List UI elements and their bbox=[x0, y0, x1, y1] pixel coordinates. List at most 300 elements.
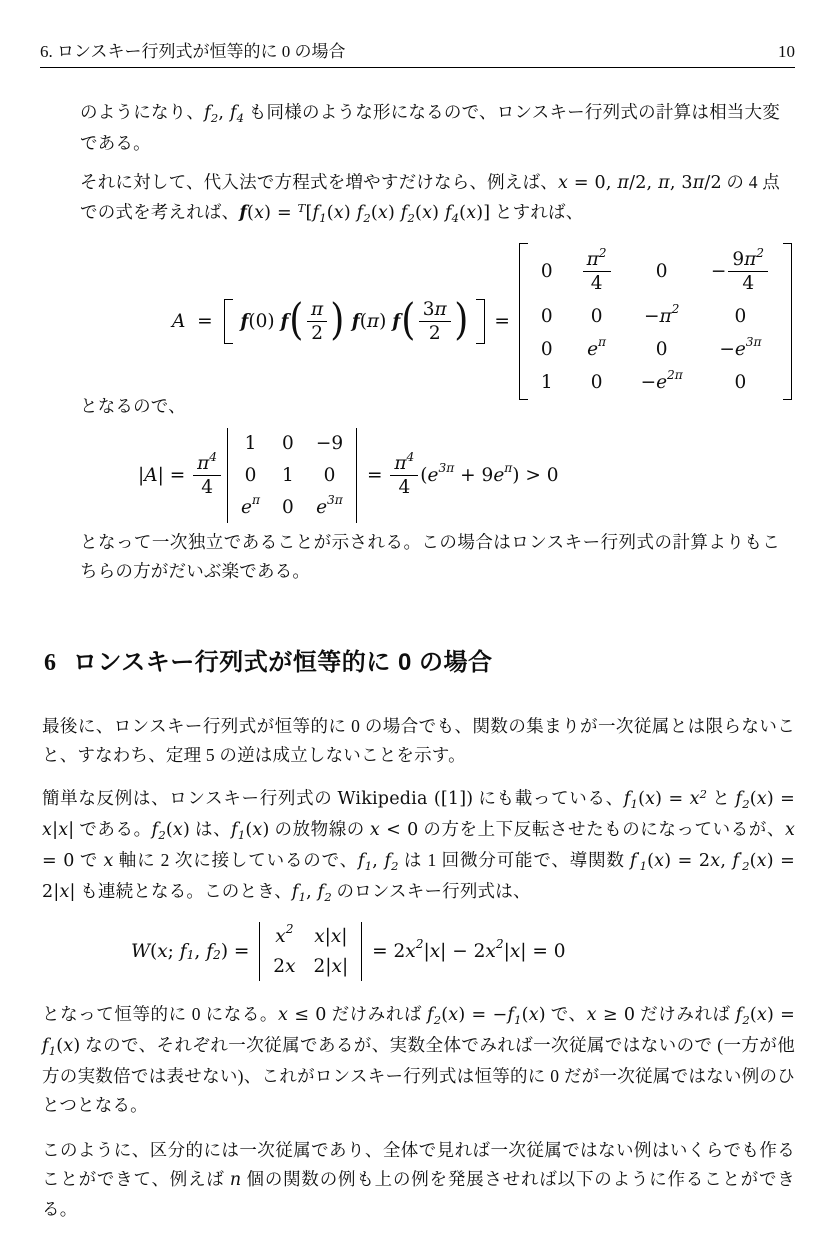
math-token: 0 bbox=[540, 261, 553, 283]
math-token: π bbox=[434, 298, 447, 320]
jp-text: は、 bbox=[190, 819, 232, 839]
math-token: , bbox=[372, 851, 385, 871]
page-number: 10 bbox=[778, 42, 795, 61]
math-token: | bbox=[138, 465, 145, 487]
math-token: x bbox=[377, 203, 388, 223]
matrix-cell bbox=[581, 245, 613, 295]
math-token: − bbox=[710, 261, 727, 283]
matrix-cell bbox=[245, 464, 257, 487]
jp-text: 簡単な反例は、ロンスキー行列式の bbox=[42, 788, 338, 808]
math-token: x bbox=[275, 926, 286, 947]
math-token: 2 bbox=[407, 210, 416, 225]
equation-lhs bbox=[138, 449, 223, 499]
matrix-cell bbox=[735, 371, 747, 394]
jp-text: それに対して、代入法で方程式を増やすだけなら、例えば、 bbox=[80, 172, 559, 192]
equation-lhs bbox=[172, 310, 224, 333]
math-token: 1 bbox=[639, 858, 648, 873]
math-token: − bbox=[719, 338, 735, 360]
math-token: f bbox=[240, 310, 249, 332]
math-token: 2| bbox=[313, 956, 332, 978]
matrix-cell bbox=[735, 305, 747, 328]
math-token: ) bbox=[379, 310, 393, 332]
math-token: 1 bbox=[237, 827, 246, 842]
math-token: ≤ 0 bbox=[288, 1005, 327, 1025]
matrix-cell bbox=[656, 260, 668, 283]
math-token: n bbox=[229, 1170, 242, 1190]
math-token: π bbox=[311, 298, 324, 320]
math-token: π bbox=[197, 452, 210, 474]
math-token: ( bbox=[165, 820, 173, 840]
math-token: 3π bbox=[745, 334, 762, 349]
math-token: 2 bbox=[363, 210, 371, 225]
math-token: 4 bbox=[406, 449, 415, 464]
math-token: 3π bbox=[327, 493, 343, 508]
equation-det-A bbox=[138, 428, 559, 523]
matrix-cell bbox=[275, 922, 294, 948]
math-token: x bbox=[58, 820, 69, 840]
math-token: ( bbox=[56, 1036, 64, 1056]
math-token: x bbox=[331, 956, 342, 978]
math-token: f bbox=[444, 203, 452, 223]
jp-text: となって一次独立であることが示される。この場合はロンスキー行列式の計算よりもこちらの方がだいぶ楽である。 bbox=[80, 532, 780, 581]
jp-text: にも載っている、 bbox=[473, 788, 624, 808]
row-vector bbox=[224, 296, 485, 346]
page-header bbox=[40, 42, 795, 68]
math-token: | bbox=[69, 882, 76, 902]
math-token: 0 bbox=[655, 261, 668, 283]
math-token: π bbox=[598, 334, 607, 349]
math-token: x bbox=[333, 203, 344, 223]
math-token: 4 bbox=[590, 273, 603, 295]
math-token: x bbox=[485, 941, 496, 963]
math-token: | bbox=[324, 926, 331, 947]
math-token: f bbox=[179, 941, 187, 963]
math-token: π bbox=[366, 310, 380, 332]
math-token: −9 bbox=[315, 433, 344, 454]
math-token: π bbox=[658, 173, 670, 193]
math-token: f bbox=[312, 203, 320, 223]
math-token: , bbox=[306, 882, 318, 902]
math-token: x bbox=[448, 1005, 459, 1025]
math-token: f bbox=[400, 203, 408, 223]
math-token: x bbox=[254, 203, 265, 223]
math-token: x bbox=[558, 173, 569, 193]
math-token: ( bbox=[749, 1005, 757, 1025]
equation-lhs bbox=[131, 940, 255, 963]
jp-text: となって恒等的に 0 になる。 bbox=[42, 1004, 279, 1024]
math-token: e bbox=[656, 371, 668, 393]
fraction bbox=[390, 449, 418, 499]
math-token: ′ bbox=[739, 848, 743, 863]
math-token: ) bbox=[538, 1005, 546, 1025]
math-token: ( bbox=[150, 941, 158, 963]
matrix-cell bbox=[314, 925, 347, 948]
math-token: ( bbox=[247, 203, 255, 223]
equation-rhs bbox=[366, 937, 566, 963]
math-token: < 0 bbox=[379, 820, 419, 840]
math-token: f bbox=[42, 1036, 49, 1056]
math-token: 0 bbox=[734, 305, 747, 327]
math-token: ( bbox=[441, 1005, 449, 1025]
equation-matrix-A bbox=[172, 243, 792, 400]
math-token: x bbox=[172, 820, 183, 840]
jp-text: で bbox=[74, 850, 104, 870]
math-token: e bbox=[316, 497, 328, 519]
math-token: | bbox=[341, 926, 348, 947]
math-token: 0 bbox=[540, 338, 553, 360]
math-token: 0 bbox=[734, 371, 747, 393]
math-token: 4 bbox=[742, 273, 755, 295]
math-token: 0 bbox=[282, 497, 294, 519]
math-token: 1 bbox=[298, 889, 307, 904]
math-token: 1 bbox=[186, 947, 195, 962]
math-token: [ bbox=[305, 203, 313, 223]
right-bracket bbox=[783, 243, 792, 400]
paragraph bbox=[42, 1000, 795, 1120]
running-header-title: 6. ロンスキー行列式が恒等的に 0 の場合 bbox=[40, 42, 346, 61]
paragraph bbox=[42, 712, 795, 770]
math-token: f bbox=[427, 1005, 434, 1025]
math-token: x bbox=[42, 820, 53, 840]
math-token: ( bbox=[359, 310, 367, 332]
math-token: π bbox=[252, 493, 261, 508]
jp-text: の放物線の bbox=[269, 819, 370, 839]
matrix-cell bbox=[710, 245, 770, 295]
math-token: π bbox=[504, 461, 513, 476]
math-token: , 3 bbox=[669, 173, 693, 193]
math-token: T bbox=[297, 200, 306, 215]
jp-text: だけみれば bbox=[635, 1004, 736, 1024]
matrix-cell bbox=[314, 955, 349, 978]
math-token: 9 bbox=[732, 249, 745, 270]
jp-text: の方を上下反転させたものになっているが、 bbox=[418, 819, 785, 839]
math-token: e bbox=[427, 465, 439, 487]
math-token: = bbox=[494, 310, 510, 332]
math-token: = 0, bbox=[568, 173, 618, 193]
math-token: f bbox=[351, 310, 360, 332]
math-token: x bbox=[285, 956, 296, 978]
math-token: 1 bbox=[540, 371, 553, 393]
math-token: ( bbox=[521, 1005, 529, 1025]
determinant-entries bbox=[271, 922, 350, 981]
math-token: 2 bbox=[391, 858, 399, 873]
math-token: Wikipedia ([1]) bbox=[337, 789, 474, 809]
math-token: 4 bbox=[398, 477, 411, 499]
math-token: ( bbox=[459, 203, 467, 223]
math-token: x bbox=[756, 789, 767, 809]
math-token: f bbox=[291, 882, 299, 902]
fraction bbox=[728, 245, 768, 295]
math-token: π bbox=[659, 305, 672, 327]
math-token: 0 bbox=[655, 338, 668, 360]
paragraph bbox=[80, 98, 780, 158]
math-token: | bbox=[503, 941, 510, 963]
math-token: f bbox=[384, 851, 392, 871]
math-token: = bbox=[361, 465, 389, 487]
paragraph bbox=[42, 1136, 795, 1224]
math-token: 2 bbox=[324, 889, 332, 904]
matrix-cell bbox=[324, 464, 336, 487]
math-token: x bbox=[710, 851, 721, 871]
math-token: 1 bbox=[244, 433, 257, 454]
math-token: /2, bbox=[629, 173, 659, 193]
math-token: x bbox=[784, 820, 796, 840]
math-token: f bbox=[317, 882, 325, 902]
math-token: | bbox=[52, 820, 59, 840]
math-token: x bbox=[466, 203, 477, 223]
jp-text: は 1 回微分可能で、導関数 bbox=[398, 850, 631, 870]
matrix-cell bbox=[643, 301, 680, 328]
math-token: 2 bbox=[213, 947, 221, 962]
math-token: x bbox=[654, 851, 665, 871]
math-token: f bbox=[732, 851, 740, 871]
matrix-cell bbox=[541, 338, 553, 361]
math-token: f bbox=[356, 203, 364, 223]
section-number: 6 bbox=[44, 650, 56, 676]
matrix-cell bbox=[719, 334, 762, 361]
math-token: 2 bbox=[273, 956, 286, 978]
math-token: x bbox=[756, 1005, 767, 1025]
matrix-cell bbox=[591, 305, 603, 328]
jp-text: となるので、 bbox=[80, 396, 186, 416]
math-token: 2 bbox=[311, 322, 324, 344]
jp-text: と bbox=[707, 788, 736, 808]
jp-text: のようになり、 bbox=[80, 102, 205, 122]
fraction bbox=[583, 245, 611, 295]
math-token: 4 bbox=[209, 449, 218, 464]
math-token: x bbox=[405, 941, 416, 963]
math-token: 2 bbox=[495, 937, 504, 952]
math-token: x bbox=[63, 1036, 74, 1056]
paragraph bbox=[42, 784, 795, 908]
math-token: ) = 2| bbox=[42, 851, 796, 902]
math-token: x bbox=[429, 941, 441, 963]
math-token: x bbox=[103, 851, 114, 871]
math-token: | bbox=[68, 820, 75, 840]
equation-rhs bbox=[361, 449, 559, 499]
math-token: ( bbox=[289, 296, 304, 346]
math-token: π bbox=[394, 452, 407, 474]
matrix-cell bbox=[282, 432, 294, 455]
math-token: ) bbox=[73, 1036, 81, 1056]
matrix-cell bbox=[241, 493, 261, 519]
jp-text: だけみれば bbox=[326, 1004, 428, 1024]
jp-text: である。 bbox=[74, 819, 152, 839]
right-bracket bbox=[476, 299, 485, 345]
math-token: 0 bbox=[590, 371, 603, 393]
matrix-cell bbox=[245, 432, 257, 455]
math-token: ) = bbox=[655, 789, 690, 809]
matrix-cell bbox=[640, 368, 683, 394]
math-token: f bbox=[623, 789, 631, 809]
math-token: − bbox=[640, 371, 657, 393]
math-token: ) bbox=[330, 296, 345, 346]
math-token: A bbox=[144, 465, 158, 487]
matrix-cell bbox=[316, 493, 343, 519]
determinant-bar bbox=[361, 922, 362, 981]
fraction bbox=[193, 449, 221, 499]
math-token: 2 bbox=[158, 827, 166, 842]
math-token: f bbox=[280, 310, 289, 332]
jp-text: このように、区分的には一次従属であり、全体で見れば一次従属ではない例はいくらでも作ることができて、例えば bbox=[42, 1140, 795, 1189]
math-token: (0) bbox=[248, 310, 281, 332]
math-token: 1 bbox=[319, 210, 327, 225]
math-token: 1 bbox=[514, 1012, 522, 1027]
math-token: ( bbox=[647, 851, 655, 871]
math-token: 1 bbox=[630, 796, 639, 811]
math-token: 2 bbox=[756, 245, 765, 260]
math-token: 2 bbox=[699, 786, 708, 801]
left-bracket bbox=[519, 243, 528, 400]
matrix-cell bbox=[282, 496, 294, 519]
math-token: π bbox=[692, 173, 705, 193]
math-token: x bbox=[586, 1005, 597, 1025]
matrix-cell bbox=[591, 371, 603, 394]
math-token: = 0 bbox=[42, 851, 75, 871]
math-token: , bbox=[194, 941, 207, 963]
math-token: ) = bbox=[766, 1005, 796, 1025]
matrix-cell bbox=[541, 371, 553, 394]
math-token: 4 bbox=[236, 110, 245, 125]
math-token: π bbox=[744, 249, 757, 270]
math-token: 2 bbox=[671, 301, 680, 316]
math-token: 2 bbox=[742, 858, 750, 873]
math-token: f bbox=[231, 820, 238, 840]
math-token: | bbox=[341, 956, 349, 978]
determinant bbox=[227, 428, 357, 523]
math-token: x bbox=[689, 789, 700, 809]
math-token: ) = − bbox=[458, 1005, 508, 1025]
math-token: + 9 bbox=[454, 465, 494, 487]
math-token: ) > 0 bbox=[512, 465, 559, 487]
math-token: ) bbox=[183, 820, 191, 840]
determinant-entries bbox=[239, 428, 345, 523]
math-token: f bbox=[206, 941, 214, 963]
jp-text: 軸に 2 次に接しているので、 bbox=[113, 850, 359, 870]
math-token: ; bbox=[167, 941, 180, 963]
matrix-cell bbox=[273, 955, 295, 978]
math-token: f bbox=[392, 310, 401, 332]
math-token: ) = bbox=[220, 941, 256, 963]
math-token: 2 bbox=[742, 796, 750, 811]
section-heading bbox=[44, 649, 492, 678]
math-token: , bbox=[218, 103, 230, 123]
math-token: ≥ 0 bbox=[596, 1005, 636, 1025]
math-token: ( bbox=[749, 789, 757, 809]
matrix-cell bbox=[541, 260, 553, 283]
math-token: , bbox=[720, 851, 733, 871]
jp-text: 最後に、ロンスキー行列式が恒等的に 0 の場合でも、関数の集まりが一次従属とは限らないこと、すなわち、定理 5 の逆は成立しないことを示す。 bbox=[42, 716, 795, 765]
matrix-A bbox=[519, 243, 792, 400]
math-token: /2 bbox=[704, 173, 722, 193]
jp-text: も同様のような形になるので、ロンスキー行列式の計算は相当大変である。 bbox=[80, 102, 780, 153]
math-token: ( bbox=[245, 820, 253, 840]
math-token: 0 bbox=[282, 433, 294, 454]
math-token: )] bbox=[476, 203, 491, 223]
math-token: = 2 bbox=[366, 941, 406, 963]
matrix-cell bbox=[316, 432, 343, 455]
math-token: 2 bbox=[742, 1012, 750, 1027]
paragraph bbox=[80, 168, 780, 229]
math-token: ) bbox=[453, 296, 469, 346]
math-token: x bbox=[59, 882, 70, 902]
math-token: 3π bbox=[438, 461, 455, 476]
math-token: x bbox=[314, 926, 325, 947]
math-token: 4 bbox=[451, 210, 460, 225]
math-token: x bbox=[369, 820, 380, 840]
math-token: = bbox=[185, 310, 225, 332]
determinant-bar bbox=[227, 428, 228, 523]
math-token: 2 bbox=[433, 1012, 442, 1027]
jp-text: とすれば、 bbox=[490, 202, 584, 222]
math-token: ) bbox=[343, 203, 357, 223]
math-token: x bbox=[645, 789, 656, 809]
math-token: f bbox=[735, 789, 743, 809]
equals-sign bbox=[494, 310, 510, 333]
math-token: ( bbox=[638, 789, 646, 809]
math-token: ′ bbox=[636, 848, 640, 863]
math-token: | − 2 bbox=[440, 941, 486, 963]
math-token: f bbox=[507, 1005, 515, 1025]
matrix-cell bbox=[282, 464, 294, 487]
math-token: ) = bbox=[264, 203, 298, 223]
paragraph bbox=[80, 392, 780, 421]
math-token: ( bbox=[749, 851, 757, 871]
math-token: 2 bbox=[598, 245, 607, 260]
math-token: f bbox=[151, 820, 159, 840]
math-token: ( bbox=[326, 203, 334, 223]
math-token: f bbox=[229, 103, 237, 123]
math-token: 0 bbox=[540, 305, 553, 327]
math-token: x bbox=[509, 941, 521, 963]
math-token: 1 bbox=[48, 1043, 57, 1058]
math-token: x bbox=[278, 1005, 289, 1025]
fraction bbox=[419, 299, 451, 345]
math-token: π bbox=[617, 173, 630, 193]
math-token: x bbox=[756, 851, 767, 871]
math-token: − bbox=[643, 305, 660, 327]
math-token: W bbox=[131, 941, 151, 963]
math-token: A bbox=[172, 310, 186, 332]
paragraph bbox=[80, 528, 780, 586]
math-token: ( bbox=[370, 203, 378, 223]
equation-wronskian bbox=[131, 922, 566, 981]
math-token: 2 bbox=[415, 937, 424, 952]
math-token: ) = bbox=[766, 789, 795, 809]
jp-text: の 4 点での式を考えれば、 bbox=[80, 172, 780, 222]
math-token: | bbox=[423, 941, 430, 963]
jp-text: で、 bbox=[545, 1004, 587, 1024]
determinant-bar bbox=[356, 428, 357, 523]
math-token: ) bbox=[432, 203, 445, 223]
math-token: 3 bbox=[422, 298, 435, 320]
math-token: 4 bbox=[201, 477, 213, 499]
matrix-cell bbox=[541, 305, 553, 328]
row-vector-entries bbox=[240, 296, 469, 346]
math-token: ( bbox=[401, 296, 416, 346]
matrix-cell bbox=[656, 338, 668, 361]
math-token: 2π bbox=[667, 368, 683, 383]
section-title: ロンスキー行列式が恒等的に 0 の場合 bbox=[73, 649, 493, 676]
math-token: ( bbox=[415, 203, 423, 223]
math-token: x bbox=[422, 203, 433, 223]
jp-text: なので、それぞれ一次従属であるが、実数全体でみれば一次従属ではないので (一方が他方の実数倍では表せない)、これがロンスキー行列式は恒等的に 0 だが一次従属ではない例のひとつとなる。 bbox=[42, 1035, 795, 1115]
math-token: x bbox=[528, 1005, 539, 1025]
math-token: x bbox=[252, 820, 263, 840]
math-token: π bbox=[586, 249, 599, 270]
math-token: e bbox=[734, 338, 746, 360]
jp-text: 個の関数の例も上の例を発展させれば以下のように作ることができる。 bbox=[42, 1169, 795, 1219]
